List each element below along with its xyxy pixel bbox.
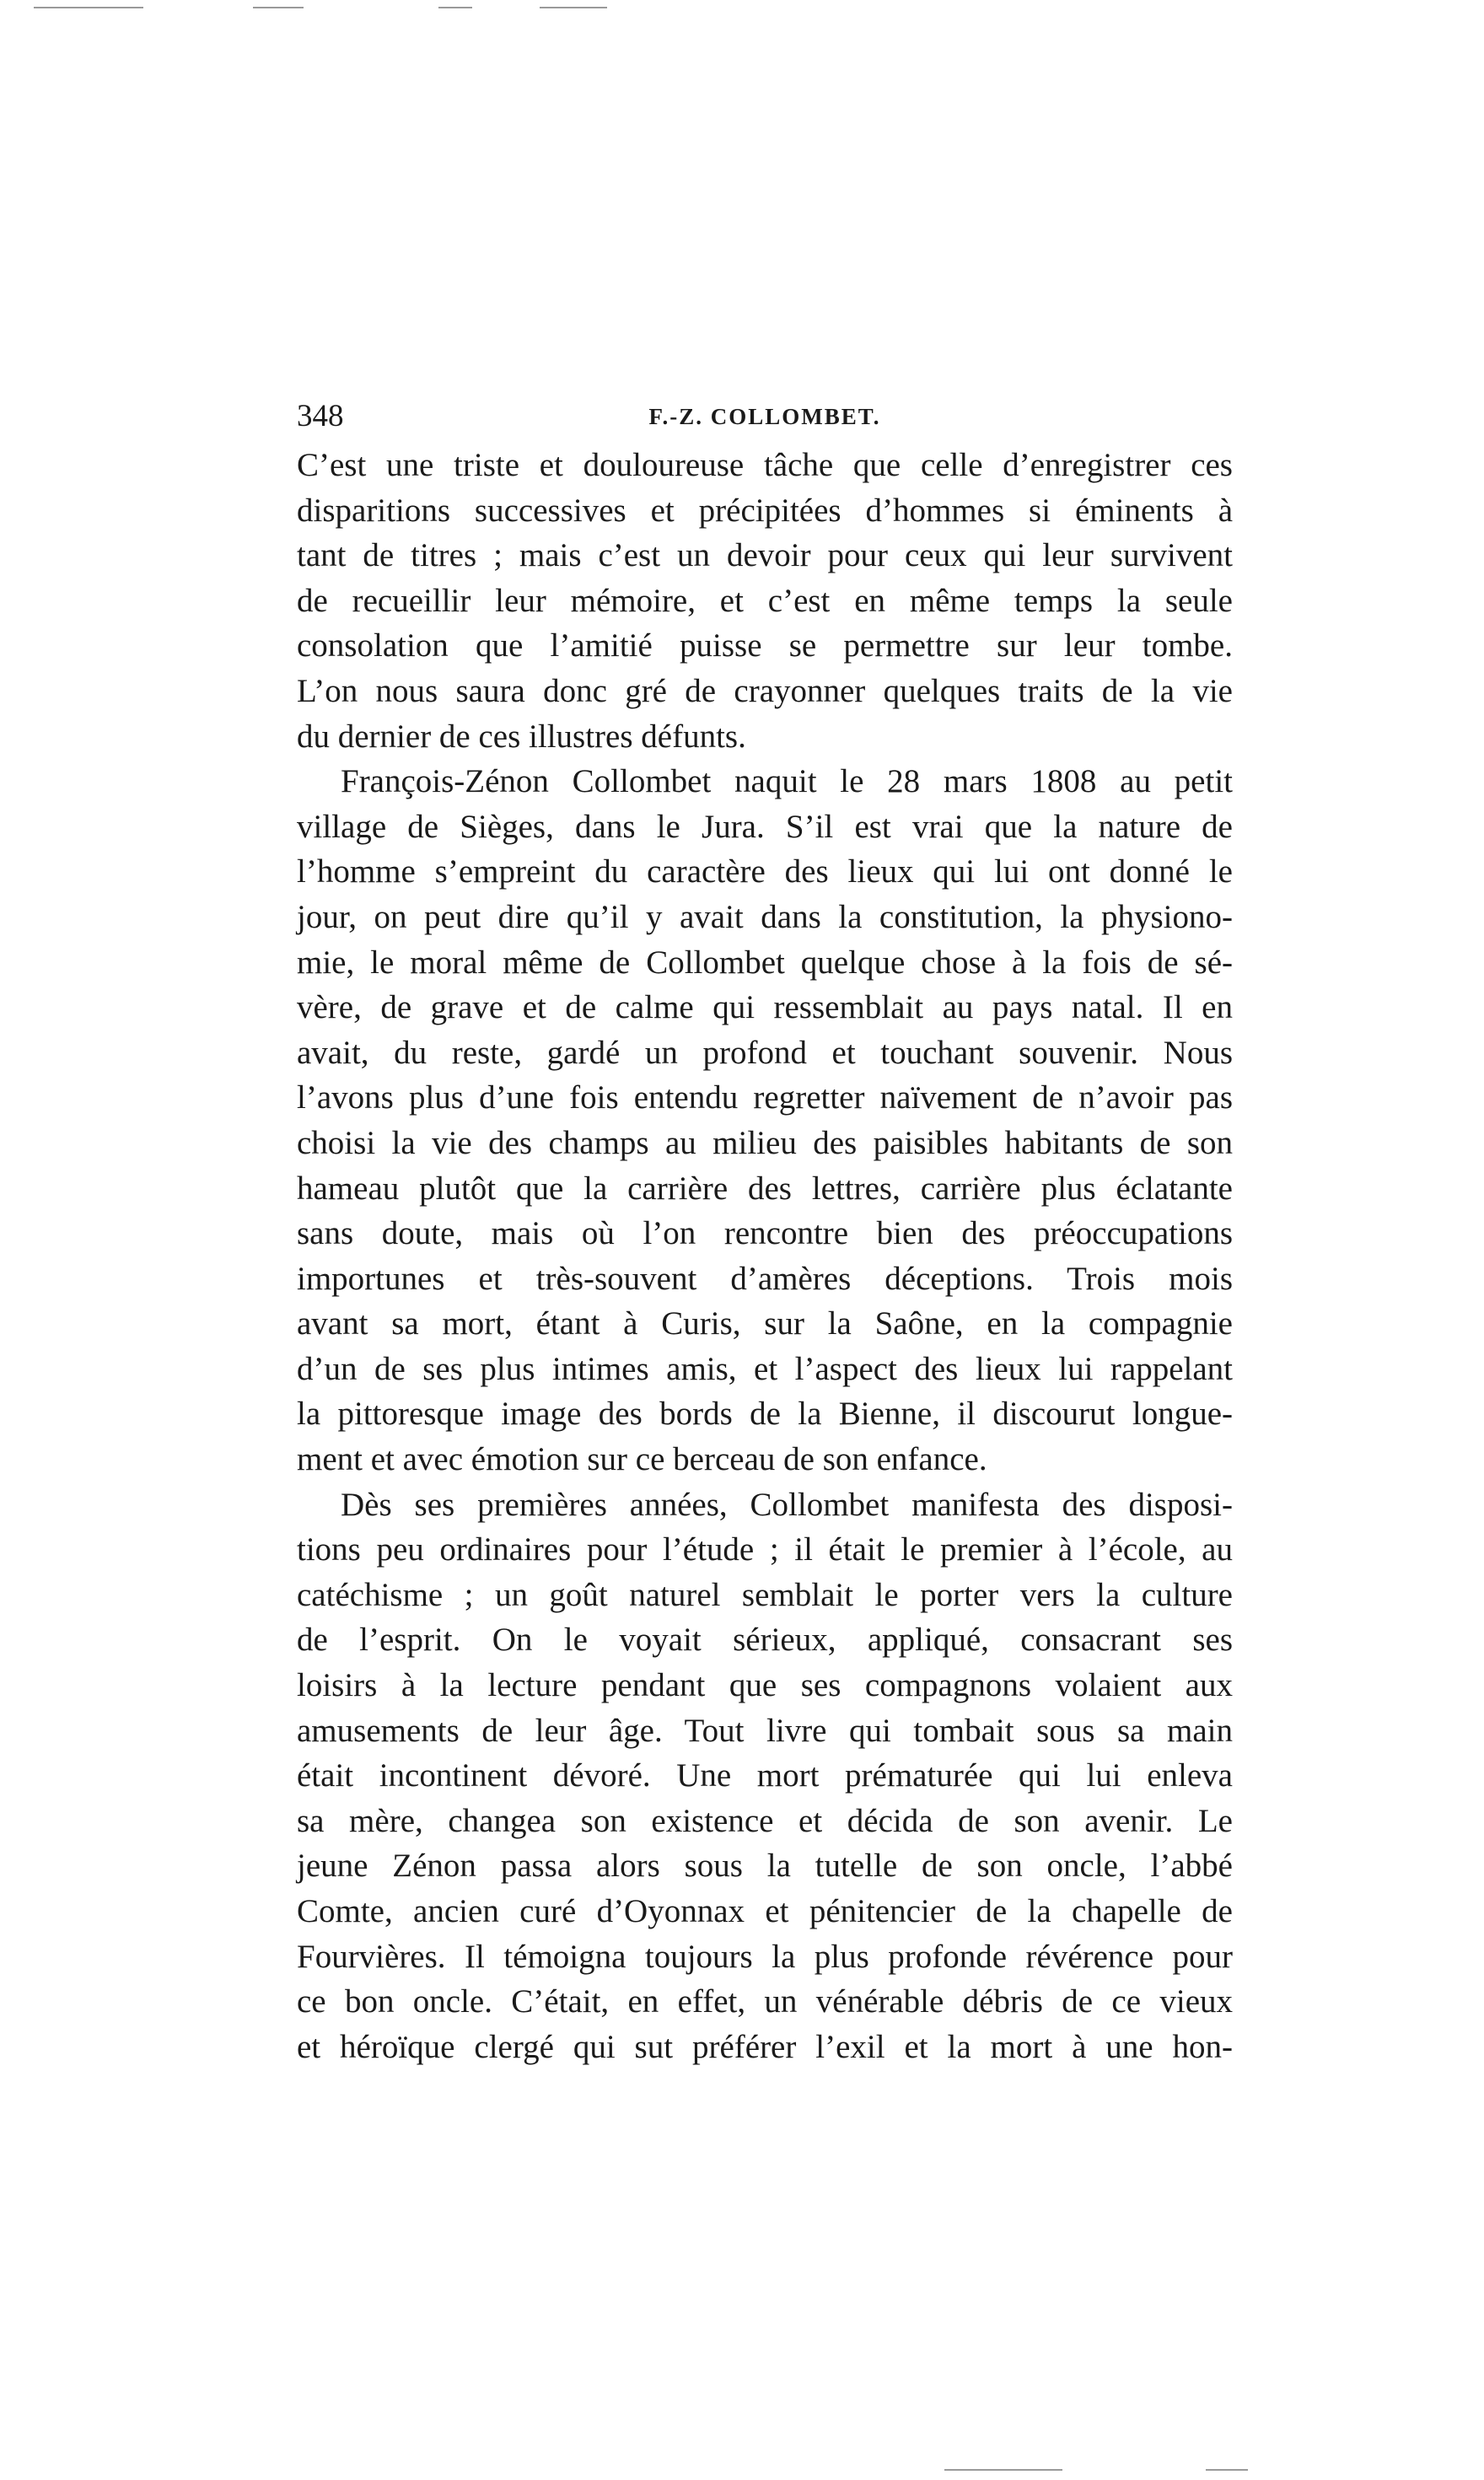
scan-edge-mark (253, 7, 304, 8)
body-text (297, 443, 1233, 2069)
page-number: 348 (297, 399, 344, 433)
text-line: l’homme s’empreint du caractère des lieux qui lui ont donné le (297, 853, 1233, 890)
text-line: sans doute, mais où l’on rencontre bien des préoccupations (297, 1215, 1233, 1252)
text-line: et héroïque clergé qui sut préférer l’exil et la mort à une hon- (297, 2028, 1233, 2065)
text-line: tions peu ordinaires pour l’étude ; il était le premier à l’école, au (297, 1531, 1233, 1568)
text-line: de l’esprit. On le voyait sérieux, appliqué, consacrant ses (297, 1622, 1233, 1659)
text-line: L’on nous saura donc gré de crayonner quelques traits de la vie (297, 672, 1233, 709)
running-head: F.-Z. COLLOMBET. (648, 404, 881, 429)
paragraph (297, 443, 1233, 759)
text-line: François-Zénon Collombet naquit le 28 mars 1808 au petit (341, 763, 1233, 800)
text-line: catéchisme ; un goût naturel semblait le porter vers la culture (297, 1576, 1233, 1613)
text-line: loisirs à la lecture pendant que ses compagnons volaient aux (297, 1667, 1233, 1704)
text-line: jour, on peut dire qu’il y avait dans la constitution, la physiono- (297, 898, 1233, 935)
text-line: de recueillir leur mémoire, et c’est en même temps la seule (297, 582, 1233, 619)
text-line: Dès ses premières années, Collombet manifesta des disposi- (341, 1486, 1233, 1523)
text-line: Fourvières. Il témoigna toujours la plus profonde révérence pour (297, 1938, 1233, 1975)
text-line: importunes et très-souvent d’amères déceptions. Trois mois (297, 1260, 1233, 1297)
text-line: hameau plutôt que la carrière des lettres, carrière plus éclatante (297, 1170, 1233, 1207)
scan-edge-mark (944, 2469, 1062, 2471)
text-line: ce bon oncle. C’était, en effet, un vénérable débris de ce vieux (297, 1983, 1233, 2020)
scan-edge-mark (540, 7, 607, 8)
text-line: choisi la vie des champs au milieu des paisibles habitants de son (297, 1124, 1233, 1161)
scan-edge-mark (34, 7, 143, 8)
text-line: sa mère, changea son existence et décida de son avenir. Le (297, 1802, 1233, 1839)
text-line: village de Sièges, dans le Jura. S’il est vrai que la nature de (297, 808, 1233, 845)
text-line: était incontinent dévoré. Une mort prématurée qui lui enleva (297, 1757, 1233, 1794)
text-line: l’avons plus d’une fois entendu regretter naïvement de n’avoir pas (297, 1079, 1233, 1116)
text-line: la pittoresque image des bords de la Bienne, il discourut longue- (297, 1396, 1233, 1433)
text-line: jeune Zénon passa alors sous la tutelle de son oncle, l’abbé (297, 1848, 1233, 1885)
text-line: avant sa mort, étant à Curis, sur la Saône, en la compagnie (297, 1305, 1233, 1342)
text-line: Comte, ancien curé d’Oyonnax et pénitencier de la chapelle de (297, 1893, 1233, 1929)
text-line: avait, du reste, gardé un profond et touchant souvenir. Nous (297, 1034, 1233, 1071)
paragraph (297, 1482, 1233, 2070)
text-line: du dernier de ces illustres défunts. (297, 718, 746, 755)
scan-edge-mark (1206, 2469, 1248, 2471)
text-line: mie, le moral même de Collombet quelque chose à la fois de sé- (297, 944, 1233, 981)
paragraph (297, 759, 1233, 1482)
text-line: amusements de leur âge. Tout livre qui tombait sous sa main (297, 1712, 1233, 1749)
text-line: tant de titres ; mais c’est un devoir pour ceux qui leur survivent (297, 537, 1233, 574)
text-line: d’un de ses plus intimes amis, et l’aspect des lieux lui rappelant (297, 1350, 1233, 1387)
text-line: disparitions successives et précipitées d’hommes si éminents à (297, 492, 1233, 529)
page-header (297, 398, 1233, 435)
text-line: consolation que l’amitié puisse se permettre sur leur tombe. (297, 627, 1233, 664)
text-line: C’est une triste et douloureuse tâche que celle d’enregistrer ces (297, 447, 1233, 483)
scan-edge-mark (438, 7, 472, 8)
text-line: vère, de grave et de calme qui ressemblait au pays natal. Il en (297, 989, 1233, 1026)
text-line: ment et avec émotion sur ce berceau de son enfance. (297, 1441, 987, 1478)
